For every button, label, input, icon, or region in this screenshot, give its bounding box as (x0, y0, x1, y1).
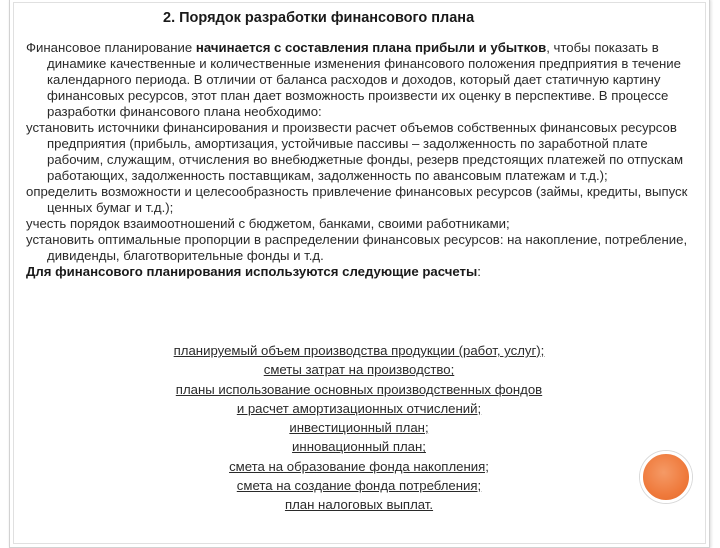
intro-text-start: Финансовое планирование (26, 40, 196, 55)
intro-text-end: , чтобы показать в динамике качественные и количественные изменения финансового положения предприятия в течение календарного периода. В отличии от баланса расходов и доходов, который дает статичную картину финансовых ресурсов, этот план дает возможность произвести их оценку в перспективе. В процессе разработки финансового плана необходимо: (47, 40, 681, 119)
calculation-item: смета на создание фонда потребления; (236, 478, 482, 494)
calculation-item: планируемый объем производства продукции (работ, услуг); (173, 343, 545, 358)
calculation-item: инновационный план; (292, 439, 426, 455)
task-item: определить возможности и целесообразность привлечение финансовых ресурсов (займы, кредиты, выпуск ценных бумаг и т.д.); (26, 184, 688, 215)
task-item: учесть порядок взаимоотношений с бюджетом, банками, своими работниками; (26, 216, 510, 231)
calculation-item: сметы затрат на производство; (263, 362, 455, 378)
calculation-item: план налоговых выплат. (284, 497, 434, 513)
calculations-heading (26, 264, 692, 280)
task-item: установить оптимальные пропорции в распределении финансовых ресурсов: на накопление, потребление, дивиденды, благотворительные фонды и т.д. (26, 232, 688, 263)
intro-paragraph (26, 40, 692, 120)
calculation-item: смета на образование фонда накопления; (229, 458, 489, 474)
intro-bold-phrase: начинается с составления плана прибыли и убытков (195, 40, 547, 55)
slide-title: 2. Порядок разработки финансового плана (163, 10, 475, 26)
calculations-list (26, 341, 692, 515)
task-item: установить источники финансирования и произвести расчет объемов собственных финансовых ресурсов предприятия (прибыль, амортизация, устойчивые пассивы – задолженность по заработной плате рабочим, служащим, отчисления во внебюджетные фонды, резерв предстоящих платежей по отпускам работающих, задолженность поставщикам, задолженность по авансовым платежам и т.д.); (26, 120, 684, 183)
calculation-item: и расчет амортизационных отчислений; (236, 400, 482, 416)
calculation-item: планы использование основных производственных фондов (175, 381, 543, 397)
calculation-item: инвестиционный план; (289, 420, 429, 436)
calculations-heading-text: Для финансового планирования используются следующие расчеты (26, 264, 478, 279)
slide-body (26, 40, 692, 280)
calculations-heading-colon: : (477, 264, 481, 279)
